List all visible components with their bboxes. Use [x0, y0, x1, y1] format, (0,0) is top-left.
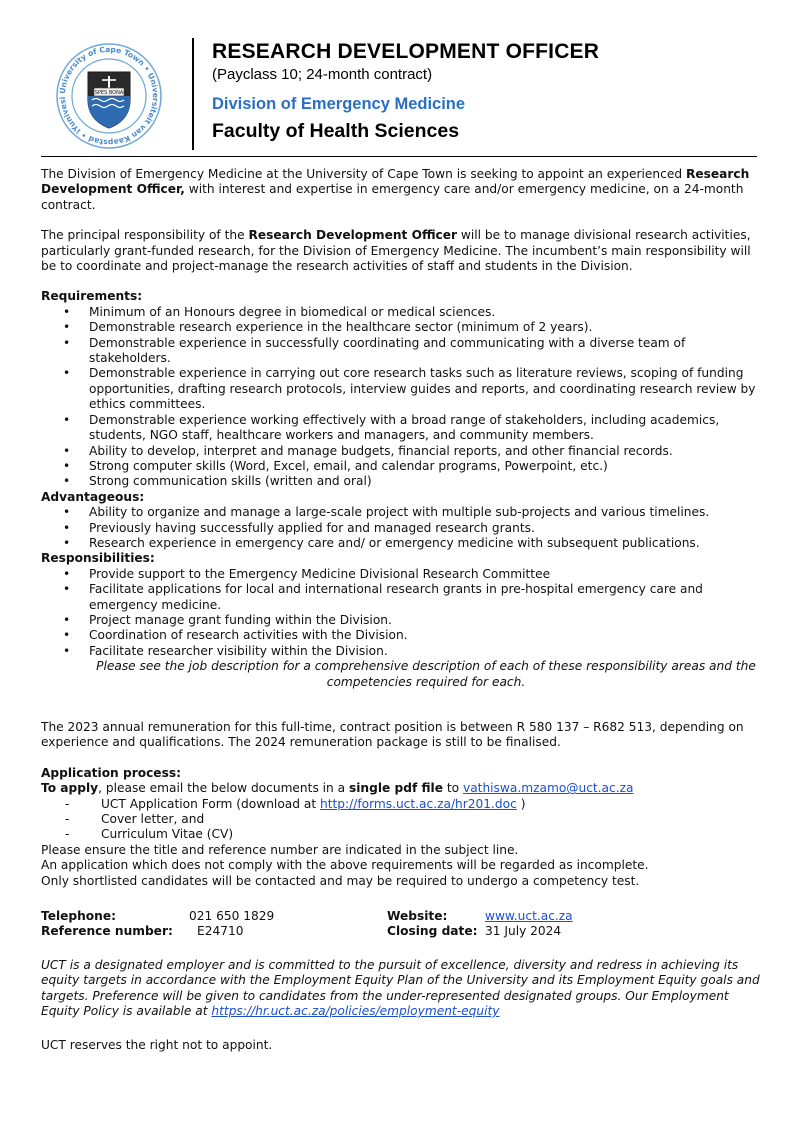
list-item: • Facilitate researcher visibility within the Division. [41, 644, 761, 659]
advert-body [41, 167, 761, 1053]
reference-label: Reference number: [41, 924, 173, 939]
intro-p1-bold: Research Development Officer, [41, 167, 750, 197]
list-item: • Demonstrable experience in successfully coordinating and communicating with a diverse team of stakeholders. [41, 336, 761, 367]
division-name: Division of Emergency Medicine [212, 95, 466, 113]
header [212, 38, 772, 144]
intro-p2-text-b: will be to manage divisional research activities, particularly grant-funded research, for the Division of Emergency Medicine. The incumbent’s main responsibility will be to coordinate and project-manage the research activities of staff and students in the Division. [41, 228, 751, 274]
reference-value: E24710 [197, 924, 244, 939]
list-item: • Minimum of an Honours degree in biomedical or medical sciences. [41, 305, 761, 320]
equity-text: UCT is a designated employer and is committed to the pursuit of excellence, diversity and redress in achieving its equity targets in accordance with the Employment Equity Plan of the University and its Employment Equity goals and targets. Preference will be given to candidates from the under-represented designated groups. Our Employment Equity Policy is available at [41, 957, 760, 1019]
advantageous-heading: Advantageous: [41, 489, 145, 504]
list-item: • Previously having successfully applied for and managed research grants. [41, 521, 761, 536]
website-link[interactable]: www.uct.ac.za [485, 909, 573, 924]
remuneration-paragraph: The 2023 annual remuneration for this full-time, contract position is between R 580 137 – R682 513, depending on experience and qualifications. The 2024 remuneration package is still to be finalised. [41, 720, 744, 750]
list-item: • Provide support to the Emergency Medicine Divisional Research Committee [41, 567, 761, 582]
telephone-label: Telephone: [41, 909, 116, 924]
application-heading: Application process: [41, 765, 181, 780]
to-apply-bold: To apply [41, 781, 99, 796]
reserve-statement: UCT reserves the right not to appoint. [41, 1037, 273, 1052]
intro-p2-bold: Research Development Officer [248, 228, 458, 243]
application-note-3: Only shortlisted candidates will be contacted and may be required to undergo a competency test. [41, 873, 640, 888]
list-item: • Demonstrable experience in carrying out core research tasks such as literature reviews, scoping of funding opportunities, drafting research protocols, interview guides and reports, and coordinating research review by ethics committees. [41, 366, 761, 412]
list-item: • Ability to develop, interpret and manage budgets, financial reports, and other financial records. [41, 444, 761, 459]
application-email-link[interactable]: vathiswa.mzamo@uct.ac.za [462, 781, 634, 796]
apply-text-a: , please email the below documents in a [98, 781, 349, 796]
intro-paragraph-2 [41, 228, 761, 274]
faculty-name: Faculty of Health Sciences [212, 120, 460, 142]
intro-p1-text-a: The Division of Emergency Medicine at the University of Cape Town is seeking to appoint an experienced [41, 167, 686, 181]
uct-logo [54, 38, 164, 154]
requirements-heading: Requirements: [41, 289, 143, 304]
advantageous-list [41, 505, 761, 551]
responsibilities-heading: Responsibilities: [41, 551, 155, 566]
intro-p2-text-a: The principal responsibility of the [41, 228, 249, 243]
application-note-1: Please ensure the title and reference number are indicated in the subject line. [41, 842, 519, 857]
list-item: - Cover letter, and [41, 812, 761, 827]
equity-statement [41, 958, 761, 1020]
list-item [41, 797, 761, 812]
list-item: • Research experience in emergency care and/ or emergency medicine with subsequent publications. [41, 536, 761, 551]
application-form-link[interactable]: http://forms.uct.ac.za/hr201.doc [319, 796, 517, 811]
list-item: • Demonstrable research experience in the healthcare sector (minimum of 2 years). [41, 320, 761, 335]
doc1-text: UCT Application Form (download at [101, 796, 320, 811]
list-item: • Coordination of research activities with the Division. [41, 628, 761, 643]
website-label: Website: [387, 909, 448, 924]
logo-ring-text: University of Cape Town • Universiteit van Kaapstad • iYunivesi [57, 44, 161, 148]
closing-date-value: 31 July 2024 [485, 924, 562, 939]
logo-banner-text: SPES BONA [94, 90, 124, 97]
requirements-list [41, 305, 761, 490]
list-item: • Ability to organize and manage a large-scale project with multiple sub-projects and various timelines. [41, 505, 761, 520]
application-note-2: An application which does not comply with the above requirements will be regarded as incomplete. [41, 858, 649, 873]
equity-policy-link[interactable]: https://hr.uct.ac.za/policies/employment-equity [211, 1004, 500, 1019]
intro-p1-text-b: with interest and expertise in emergency care and/or emergency medicine, on a 24-month contract. [41, 182, 744, 212]
job-title: RESEARCH DEVELOPMENT OFFICER [212, 40, 600, 63]
job-subtitle: (Payclass 10; 24-month contract) [212, 66, 433, 83]
list-item: • Project manage grant funding within the Division. [41, 613, 761, 628]
responsibilities-list [41, 567, 761, 659]
single-pdf-bold: single pdf file [349, 781, 443, 796]
apply-text-b: to [443, 781, 463, 796]
list-item: • Demonstrable experience working effectively with a broad range of stakeholders, including academics, students, NGO staff, healthcare workers and managers, and community members. [41, 413, 761, 444]
list-item: • Strong computer skills (Word, Excel, email, and calendar programs, Powerpoint, etc.) [41, 459, 761, 474]
list-item: • Facilitate applications for local and international research grants in pre-hospital emergency care and emergency medicine. [41, 582, 761, 613]
documents-list [41, 797, 761, 843]
telephone-value: 021 650 1829 [189, 909, 275, 924]
doc1-close: ) [516, 796, 526, 811]
list-item: - Curriculum Vitae (CV) [41, 827, 761, 842]
job-description-note: Please see the job description for a comprehensive description of each of these responsibility areas and the competencies required for each. [96, 659, 756, 689]
closing-date-label: Closing date: [387, 924, 478, 939]
list-item: • Strong communication skills (written and oral) [41, 474, 761, 489]
header-rule [41, 156, 757, 157]
header-divider [192, 38, 194, 150]
intro-paragraph-1 [41, 167, 761, 213]
contact-details [41, 909, 761, 940]
application-instruction [41, 781, 761, 796]
